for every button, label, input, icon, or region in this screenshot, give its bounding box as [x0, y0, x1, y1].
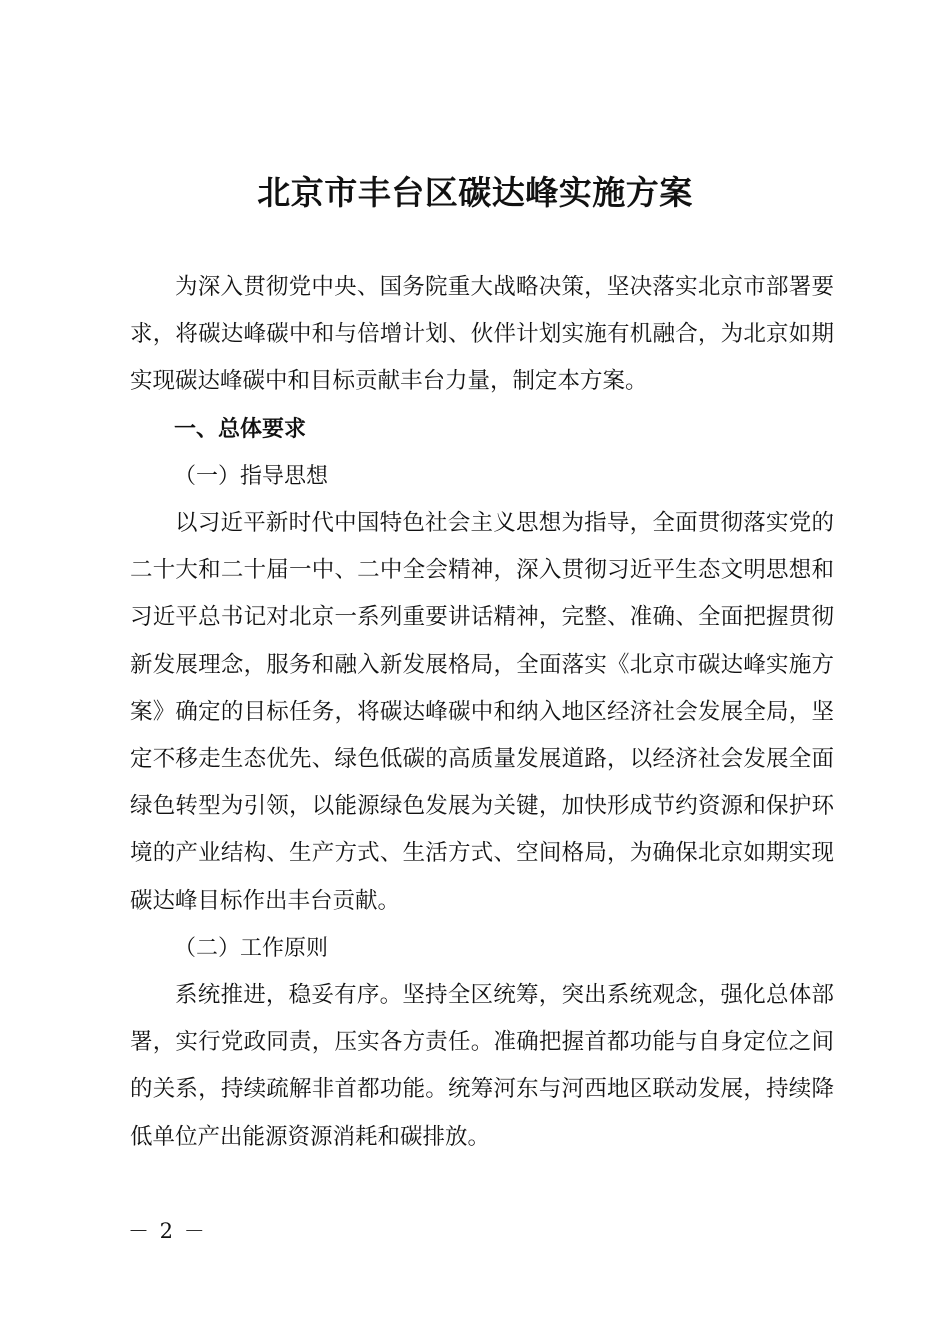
page-number: － 2 － — [128, 1219, 207, 1243]
document-body — [130, 264, 834, 1161]
principle-paragraph: 系统推进，稳妥有序。坚持全区统筹，突出系统观念，强化总体部署，实行党政同责，压实各方责任。准确把握首都功能与自身定位之间的关系，持续疏解非首都功能。统筹河东与河西地区联动发展，持续降低单位产出能源资源消耗和碳排放。 — [130, 982, 834, 1150]
subsection-heading-working-principles: （二）工作原则 — [174, 935, 329, 961]
document-title: 北京市丰台区碳达峰实施方案 — [257, 173, 693, 212]
intro-paragraph: 为深入贯彻党中央、国务院重大战略决策，坚决落实北京市部署要求，将碳达峰碳中和与倍增计划、伙伴计划实施有机融合，为北京如期实现碳达峰碳中和目标贡献丰台力量，制定本方案。 — [130, 274, 834, 395]
guiding-thought-paragraph: 以习近平新时代中国特色社会主义思想为指导，全面贯彻落实党的二十大和二十届一中、二中全会精神，深入贯彻习近平生态文明思想和习近平总书记对北京一系列重要讲话精神，完整、准确、全面把握贯彻新发展理念，服务和融入新发展格局，全面落实《北京市碳达峰实施方案》确定的目标任务，将碳达峰碳中和纳入地区经济社会发展全局，坚定不移走生态优先、绿色低碳的高质量发展道路，以经济社会发展全面绿色转型为引领，以能源绿色发展为关键，加快形成节约资源和保护环境的产业结构、生产方式、生活方式、空间格局，为确保北京如期实现碳达峰目标作出丰台贡献。 — [130, 510, 834, 914]
section-heading-general-requirements: 一、总体要求 — [174, 416, 307, 442]
subsection-heading-guiding-thought: （一）指导思想 — [174, 463, 329, 489]
